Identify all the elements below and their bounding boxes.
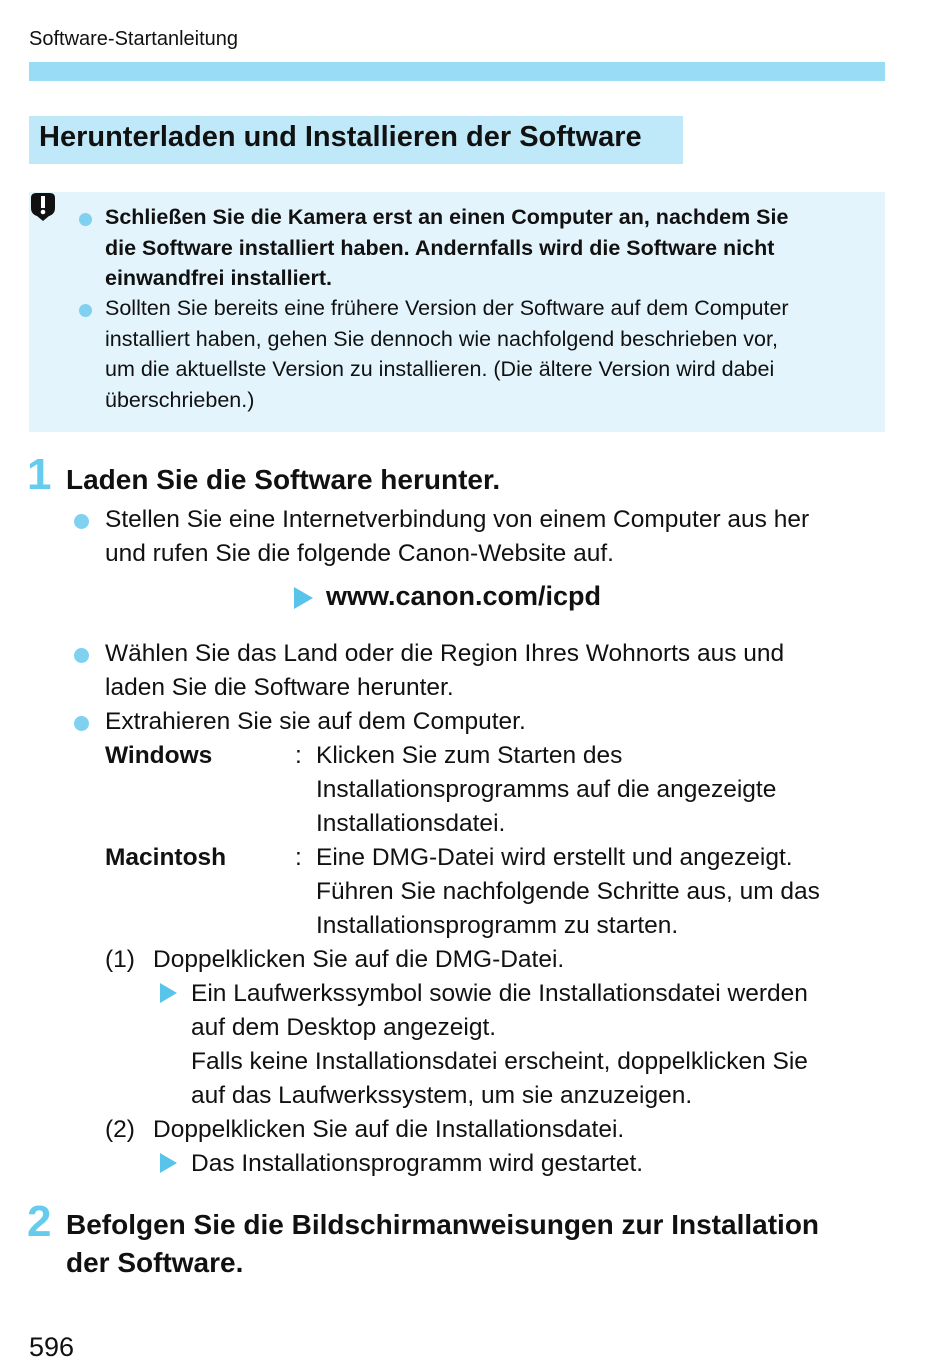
os-colon: :	[295, 742, 302, 769]
caution-item-1	[105, 202, 875, 294]
section-title-box	[29, 116, 683, 164]
bullet-dot-icon	[74, 514, 89, 529]
step-2-title-line: der Software.	[66, 1247, 244, 1278]
caution-item-2-line: installiert haben, gehen Sie dennoch wie nachfolgend beschrieben vor,	[105, 326, 778, 351]
page-header-label: Software-Startanleitung	[29, 28, 239, 50]
mac-instruction-line: Installationsprogramm zu starten.	[316, 912, 679, 939]
step-1-bullet-2	[105, 637, 784, 705]
header-bar	[29, 62, 885, 81]
windows-instruction-line: Installationsprogramms auf die angezeigte	[316, 776, 777, 803]
windows-instructions	[316, 739, 776, 841]
sub-step-1-result-line: auf dem Desktop angezeigt.	[191, 1014, 497, 1041]
step-2-title	[66, 1206, 819, 1282]
windows-instruction-line: Klicken Sie zum Starten des	[316, 742, 623, 769]
sub-step-2-number: (2)	[105, 1116, 135, 1143]
step-1-bullet-3: Extrahieren Sie sie auf dem Computer.	[105, 708, 526, 735]
step-1-bullet-1-line: und rufen Sie die folgende Canon-Website auf.	[105, 540, 614, 567]
caution-box	[29, 192, 885, 432]
sub-step-2-text: Doppelklicken Sie auf die Installationsdatei.	[153, 1116, 625, 1143]
sub-step-1-number: (1)	[105, 946, 135, 973]
mac-instruction-line: Eine DMG-Datei wird erstellt und angezeigt.	[316, 844, 793, 871]
step-2-number: 2	[27, 1197, 52, 1246]
os-colon: :	[295, 844, 302, 871]
caution-item-1-line: Schließen Sie die Kamera erst an einen Computer an, nachdem Sie	[105, 205, 789, 229]
caution-item-2-line: überschrieben.)	[105, 387, 255, 412]
step-1-bullet-2-line: laden Sie die Software herunter.	[105, 674, 454, 701]
sub-step-1-result-line: auf das Laufwerkssystem, um sie anzuzeigen.	[191, 1082, 693, 1109]
sub-step-1-result-line: Falls keine Installationsdatei erscheint, doppelklicken Sie	[191, 1048, 808, 1075]
website-url[interactable]: www.canon.com/icpd	[326, 581, 602, 611]
sub-step-2-result: Das Installationsprogramm wird gestartet.	[191, 1150, 644, 1177]
sub-step-1-result-line: Ein Laufwerkssymbol sowie die Installationsdatei werden	[191, 980, 808, 1007]
section-title: Herunterladen und Installieren der Software	[39, 121, 642, 153]
caution-item-1-line: einwandfrei installiert.	[105, 266, 332, 290]
caution-item-2-line: Sollten Sie bereits eine frühere Version der Software auf dem Computer	[105, 296, 789, 320]
arrow-right-icon	[294, 587, 313, 609]
os-label-windows: Windows	[105, 742, 213, 769]
bullet-dot-icon	[74, 716, 89, 731]
bullet-dot-icon	[79, 304, 92, 317]
sub-step-1-text: Doppelklicken Sie auf die DMG-Datei.	[153, 946, 565, 973]
caution-item-2-line: um die aktuellste Version zu installieren. (Die ältere Version wird dabei	[105, 357, 775, 381]
caution-icon	[29, 192, 57, 222]
step-1-bullet-2-line: Wählen Sie das Land oder die Region Ihres Wohnorts aus und	[105, 640, 785, 667]
sub-step-1-result	[191, 977, 808, 1113]
mac-instructions	[316, 841, 820, 943]
mac-instruction-line: Führen Sie nachfolgende Schritte aus, um das	[316, 878, 820, 905]
step-1-bullet-1	[105, 503, 809, 571]
bullet-dot-icon	[79, 213, 92, 226]
page-number: 596	[29, 1332, 75, 1362]
step-2-title-line: Befolgen Sie die Bildschirmanweisungen zur Installation	[66, 1209, 820, 1240]
step-1-bullet-1-line: Stellen Sie eine Internetverbindung von einem Computer aus her	[105, 506, 810, 533]
arrow-right-icon	[160, 1153, 177, 1173]
caution-item-2	[105, 293, 875, 415]
arrow-right-icon	[160, 983, 177, 1003]
windows-instruction-line: Installationsdatei.	[316, 810, 506, 837]
bullet-dot-icon	[74, 648, 89, 663]
os-label-macintosh: Macintosh	[105, 844, 227, 871]
step-1-title: Laden Sie die Software herunter.	[66, 464, 501, 495]
caution-item-1-line: die Software installiert haben. Andernfalls wird die Software nicht	[105, 235, 775, 260]
step-1-number: 1	[27, 450, 52, 499]
